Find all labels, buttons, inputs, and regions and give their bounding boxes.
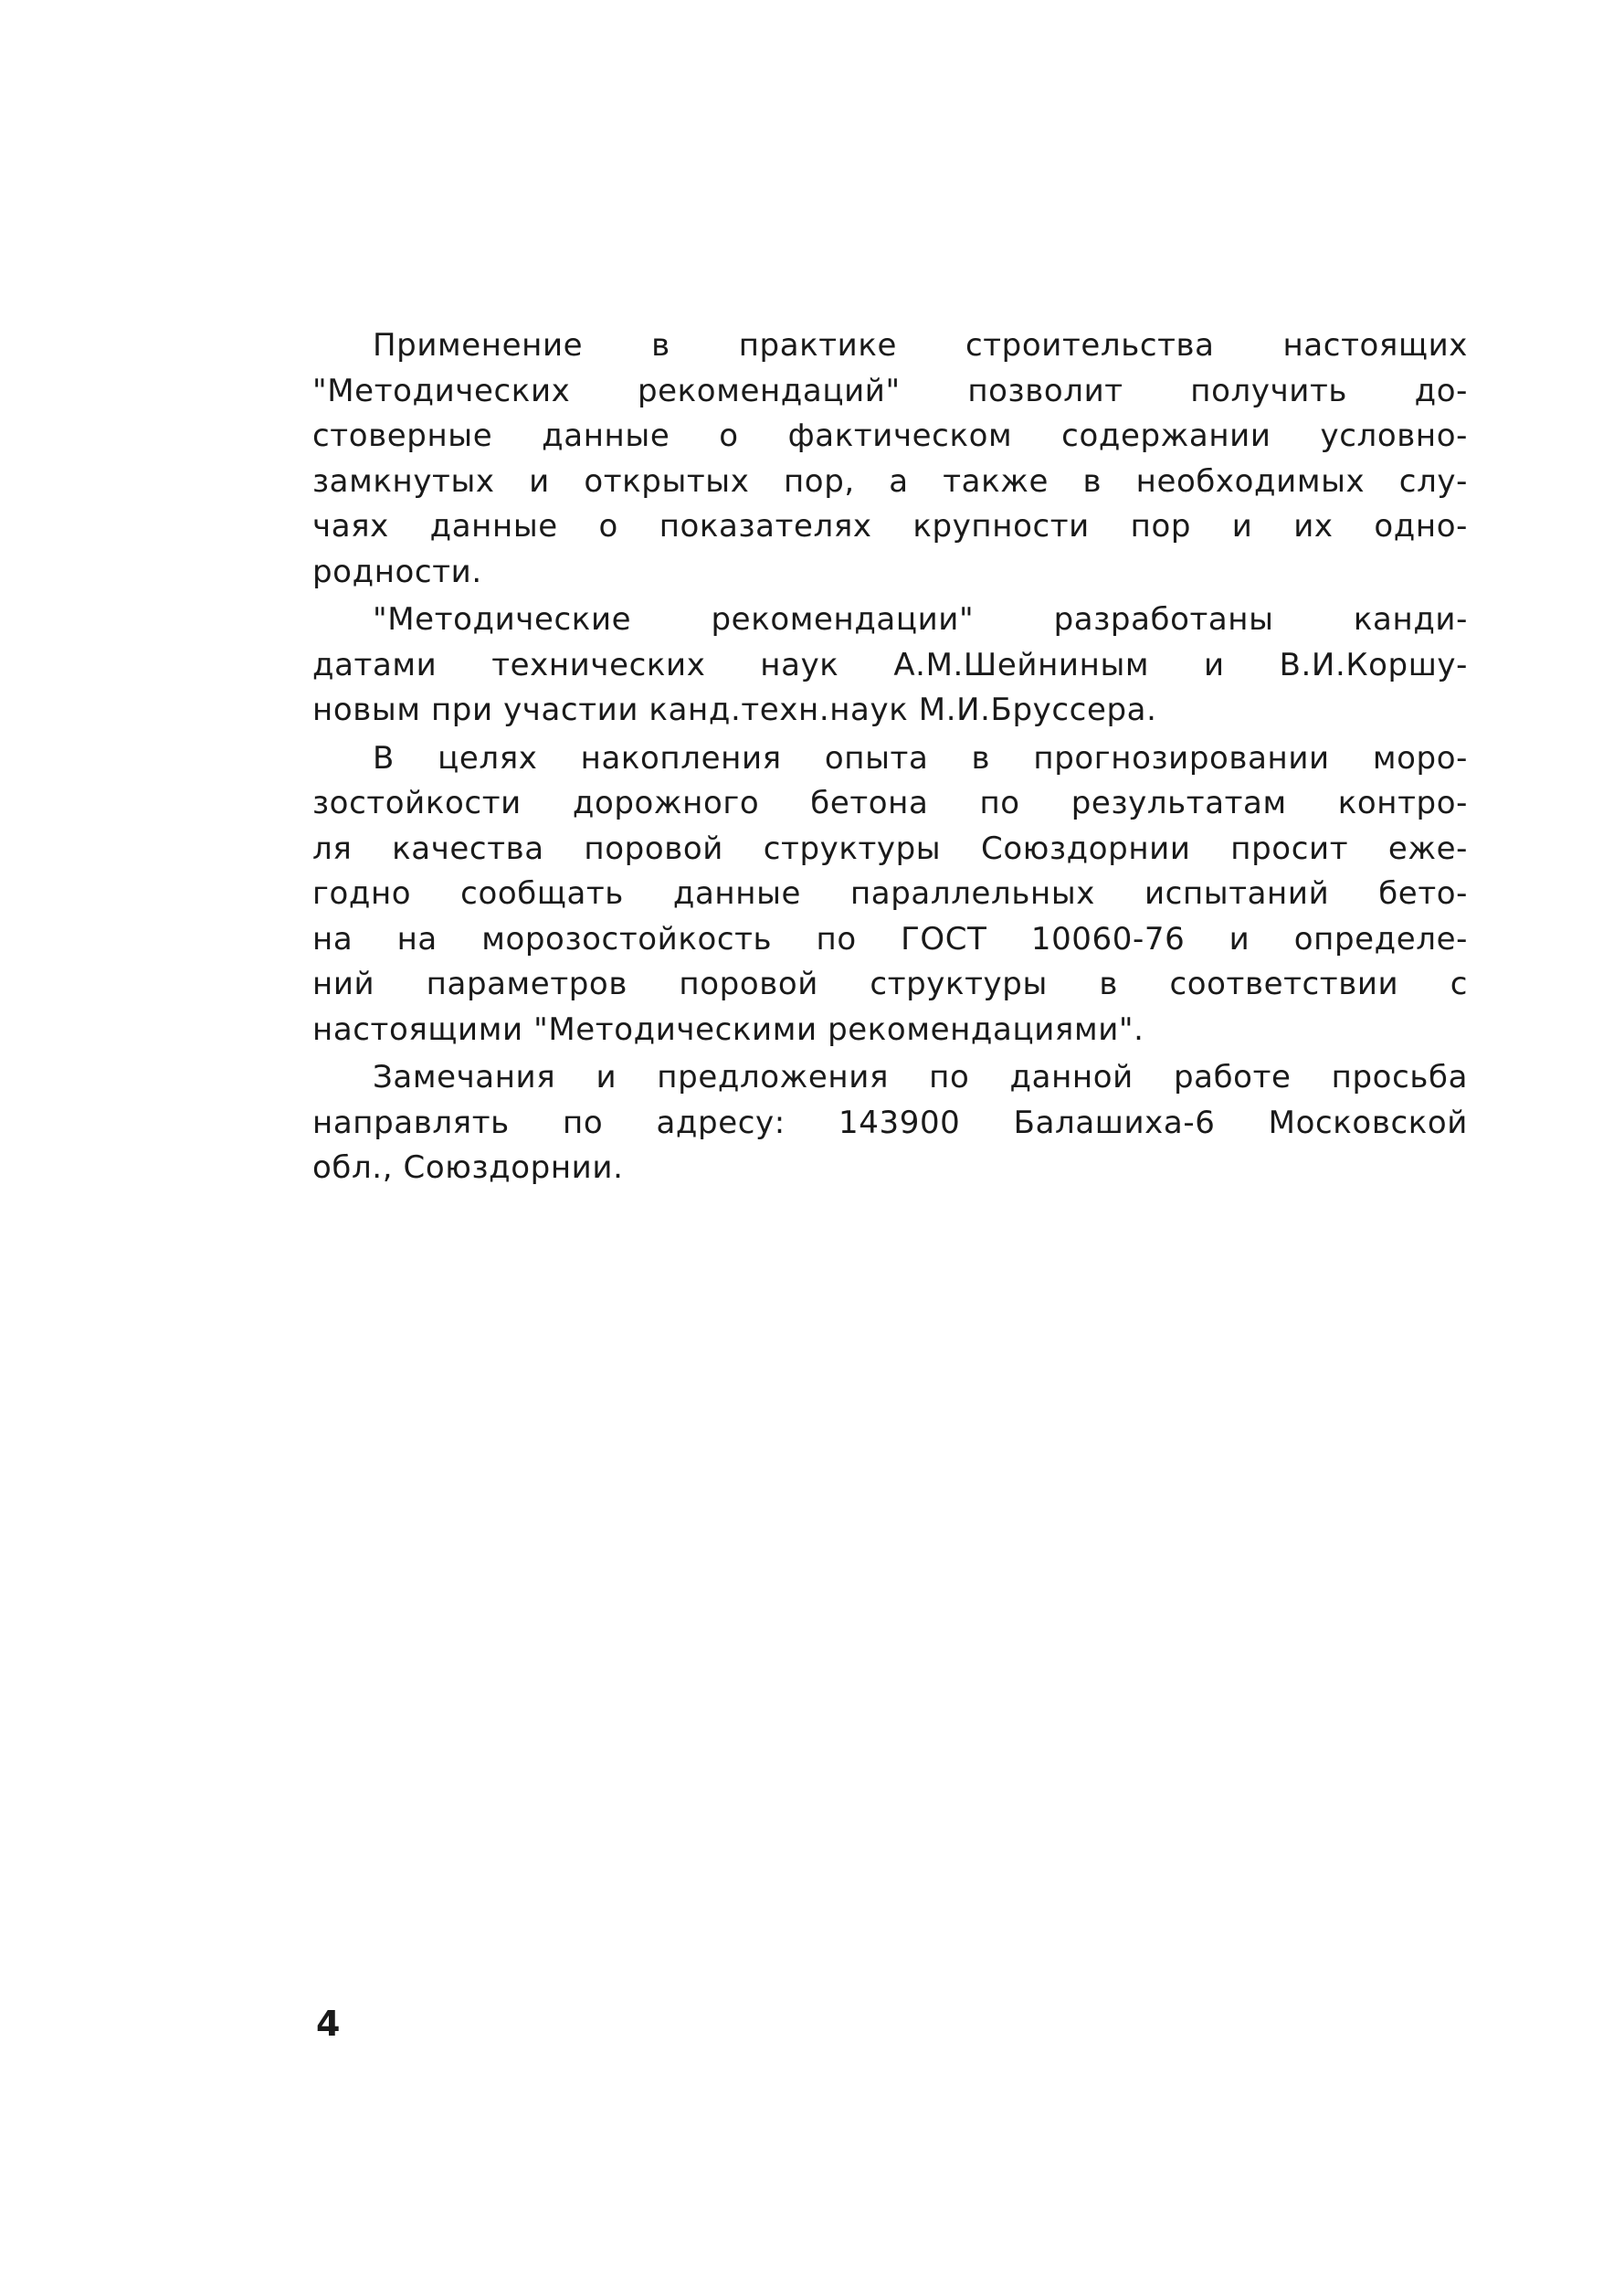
text-line: чаях данные о показателях крупности пор и их одно- <box>312 508 1468 545</box>
text-line: зостойкости дорожного бетона по результатам контро- <box>312 785 1468 821</box>
text-line: ля качества поровой структуры Союздорнии просит еже- <box>312 830 1468 867</box>
paragraph-request <box>312 736 1468 1053</box>
text-line: Замечания и предложения по данной работе просьба <box>373 1059 1468 1095</box>
page-number: 4 <box>316 2004 341 2044</box>
text-line: родности. <box>312 553 482 590</box>
text-line: настоящими "Методическими рекомендациями". <box>312 1010 1144 1048</box>
text-line: "Методических рекомендаций" позволит получить до- <box>312 372 1468 409</box>
text-line: замкнутых и открытых пор, а также в необходимых слу- <box>312 462 1468 500</box>
text-line: ний параметров поровой структуры в соответствии с <box>312 966 1468 1002</box>
body-text <box>312 323 1468 1191</box>
text-line: годно сообщать данные параллельных испытаний бето- <box>312 875 1468 912</box>
paragraph-contact <box>312 1055 1468 1191</box>
text-line: В целях накопления опыта в прогнозировании моро- <box>373 739 1468 777</box>
text-line: на на морозостойкость по ГОСТ 10060-76 и определе- <box>312 920 1468 958</box>
text-line: стоверные данные о фактическом содержании условно- <box>312 418 1468 454</box>
text-line: новым при участии канд.техн.наук М.И.Бруссера. <box>312 692 1157 728</box>
text-line: направлять по адресу: 143900 Балашиха-6 Московской <box>312 1104 1468 1141</box>
text-line: обл., Союздорнии. <box>312 1149 624 1186</box>
text-line: датами технических наук А.М.Шейниным и В.И.Коршу- <box>312 646 1468 683</box>
text-line: "Методические рекомендации" разработаны канди- <box>373 601 1468 638</box>
paragraph-authors <box>312 598 1468 734</box>
text-line: Применение в практике строительства настоящих <box>373 327 1468 364</box>
paragraph-application <box>312 323 1468 595</box>
